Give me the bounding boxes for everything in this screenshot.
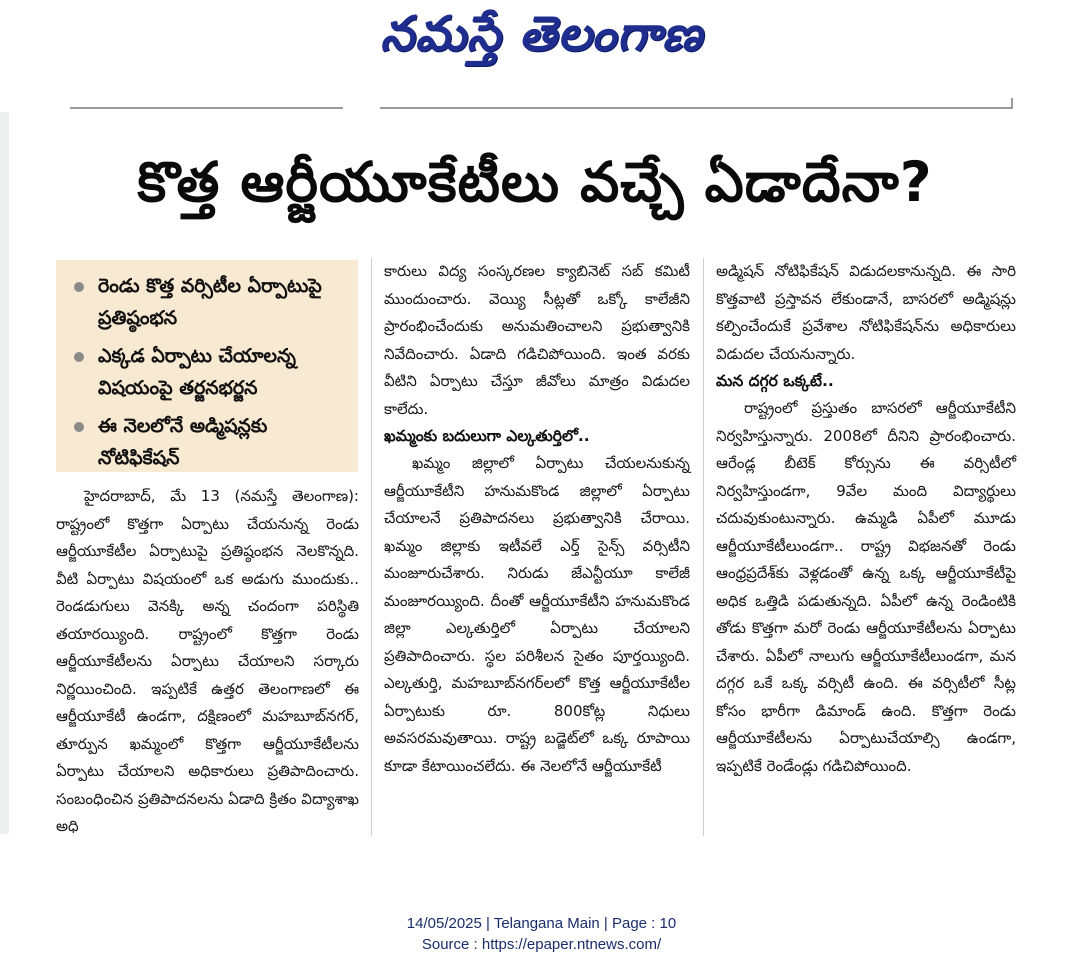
page-footer — [0, 913, 1083, 955]
highlight-item — [74, 340, 348, 404]
article-column-3 — [716, 258, 1016, 780]
masthead-rule-tick — [1011, 98, 1013, 109]
article-column-2 — [384, 258, 690, 780]
highlight-text: ఎక్కడ ఏర్పాటు చేయాలన్న విషయంపై తర్జనభర్జన — [98, 345, 296, 399]
newspaper-logo: నమస్తే తెలంగాణ — [380, 6, 703, 62]
article-paragraph: అడ్మిషన్ నోటిఫికేషన్ విడుదలకానున్నది. ఈ సారి కొత్తవాటి ప్రస్తావన లేకుండానే, బాసరలో అడ్మిషన్లు కల్పించేందుకే ప్రవేశాల నోటిఫికేషన్‌ను అధికారులు విడుదల చేయనున్నారు. — [716, 262, 1016, 363]
article-column-1 — [56, 483, 359, 841]
article-paragraph: ఖమ్మం జిల్లాలో ఏర్పాటు చేయలనుకున్న ఆర్జీయూకేటీని హనుమకొండ జిల్లాలో ఏర్పాటు చేయాలనే ప్రతిపాదనలు ప్రభుత్వానికి చేరాయి. ఖమ్మం జిల్లాకు ఇటీవలే ఎర్త్ సైన్స్ వర్సిటీని మంజూరుచేశారు. నిరుడు జేఎన్టీయూ కాలేజీ మంజూరయ్యింది. దీంతో ఆర్జీయూకేటీని హనుమకొండ జిల్లా ఎల్కతుర్తిలో ఏర్పాటు చేయాలని ప్రతిపాదించారు. స్థల పరిశీలన సైతం పూర్తయ్యింది. ఎల్కతుర్తి, మహబూబ్‌నగర్‌లలో కొత్త ఆర్జీయూకేటీల ఏర్పాటుకు రూ. 800కోట్ల నిధులు అవసరమవుతాయి. రాష్ట్ర బడ్జెట్‌లో ఒక్క రూపాయి కూడా కేటాయించలేదు. ఈ నెలలోనే ఆర్జీయూకేటీ — [384, 454, 690, 775]
source-link[interactable]: Source : https://epaper.ntnews.com/ — [421, 936, 662, 953]
article-headline: కొత్త ఆర్జీయూకేటీలు వచ్చే ఏడాదేనా? — [137, 150, 933, 214]
highlight-item — [74, 410, 348, 474]
page-edge-shadow — [0, 112, 9, 834]
bullet-icon — [74, 282, 84, 292]
masthead — [0, 0, 1083, 84]
article-paragraph: రాష్ట్రంలో ప్రస్తుతం బాసరలో ఆర్జీయూకేటీని నిర్వహిస్తున్నారు. 2008లో దీనిని ప్రారంభించారు. ఆరేండ్ల బీటెక్ కోర్సును ఈ వర్సిటీలో నిర్వహిస్తుండగా, 9వేల మంది విద్యార్థులు చదువుకుంటున్నారు. ఉమ్మడి ఏపీలో మూడు ఆర్జీయూకేటీలుండగా.. రాష్ట్ర విభజనతో రెండు ఆంధ్రప్రదేశ్‌కు వెళ్లడంతో ఉన్న ఒక్క ఆర్జీయూకేటీపై అధిక ఒత్తిడి పడుతున్నది. ఏపీలో ఉన్న రెండింటికి తోడు కొత్తగా మరో రెండు ఆర్జీయూకేటీలను ఏర్పాటు చేశారు. ఏపీలో నాలుగు ఆర్జీయూకేటీలుండగా, మన దగ్గర ఒకే ఒక్క వర్సిటీ ఉంది. ఈ వర్సిటీలో సీట్ల కోసం భారీగా డిమాండ్ ఉంది. కొత్తగా రెండు ఆర్జీయూకేటీలను ఏర్పాటుచేయాల్సి ఉండగా, ఇప్పటికే రెండేండ్లు గడిచిపోయింది. — [716, 399, 1016, 775]
section-subheading: మన దగ్గర ఒక్కటే.. — [716, 372, 834, 390]
highlight-item — [74, 270, 348, 334]
highlight-text: రెండు కొత్త వర్సిటీల ఏర్పాటుపై ప్రతిష్ఠంభన — [98, 275, 322, 329]
column-divider — [703, 258, 704, 836]
highlight-text: ఈ నెలలోనే అడ్మిషన్లకు నోటిఫికేషన్ — [98, 415, 268, 469]
masthead-rule-right — [380, 107, 1012, 109]
highlights-box — [56, 260, 358, 472]
article-paragraph: హైదరాబాద్, మే 13 (నమస్తే తెలంగాణ): రాష్ట్రంలో కొత్తగా ఏర్పాటు చేయనున్న రెండు ఆర్జీయూకేటీల ఏర్పాటుపై ప్రతిష్ఠంభన నెలకొన్నది. వీటి ఏర్పాటు విషయంలో ఒక అడుగు ముందుకు.. రెండడుగులు వెనక్కి అన్న చందంగా పరిస్థితి తయారయ్యింది. రాష్ట్రంలో కొత్తగా రెండు ఆర్జీయూకేటీలను ఏర్పాటు చేయాలని సర్కారు నిర్ణయించింది. ఇప్పటికే ఉత్తర తెలంగాణలో ఈ ఆర్జీయూకేటీ ఉండగా, దక్షిణంలో మహబూబ్‌నగర్, తూర్పున ఖమ్మంలో కొత్తగా ఆర్జీయూకేటీలను ఏర్పాటు చేయాలని అధికారులు ప్రతిపాదించారు. సంబంధించిన ప్రతిపాదనలను ఏడాది క్రితం విద్యాశాఖ అధి — [56, 487, 359, 835]
bullet-icon — [74, 422, 84, 432]
section-subheading: ఖమ్మంకు బదులుగా ఎల్కతుర్తిలో.. — [384, 427, 590, 445]
article-paragraph: కారులు విద్య సంస్కరణల క్యాబినెట్ సబ్ కమిటీ ముందుంచారు. వెయ్యి సీట్లతో ఒక్కో కాలేజీని ప్రారంభించేందుకు అనుమతించాలని ప్రభుత్వానికి నివేదించారు. ఏడాది గడిచిపోయింది. ఇంత వరకు వీటిని ఏర్పాటు చేస్తూ జీవోలు మాత్రం విడుదల కాలేదు. — [384, 262, 690, 418]
bullet-icon — [74, 352, 84, 362]
masthead-rule-left — [70, 107, 343, 109]
edition-info: 14/05/2025 | Telangana Main | Page : 10 — [406, 915, 677, 932]
column-divider — [371, 258, 372, 836]
